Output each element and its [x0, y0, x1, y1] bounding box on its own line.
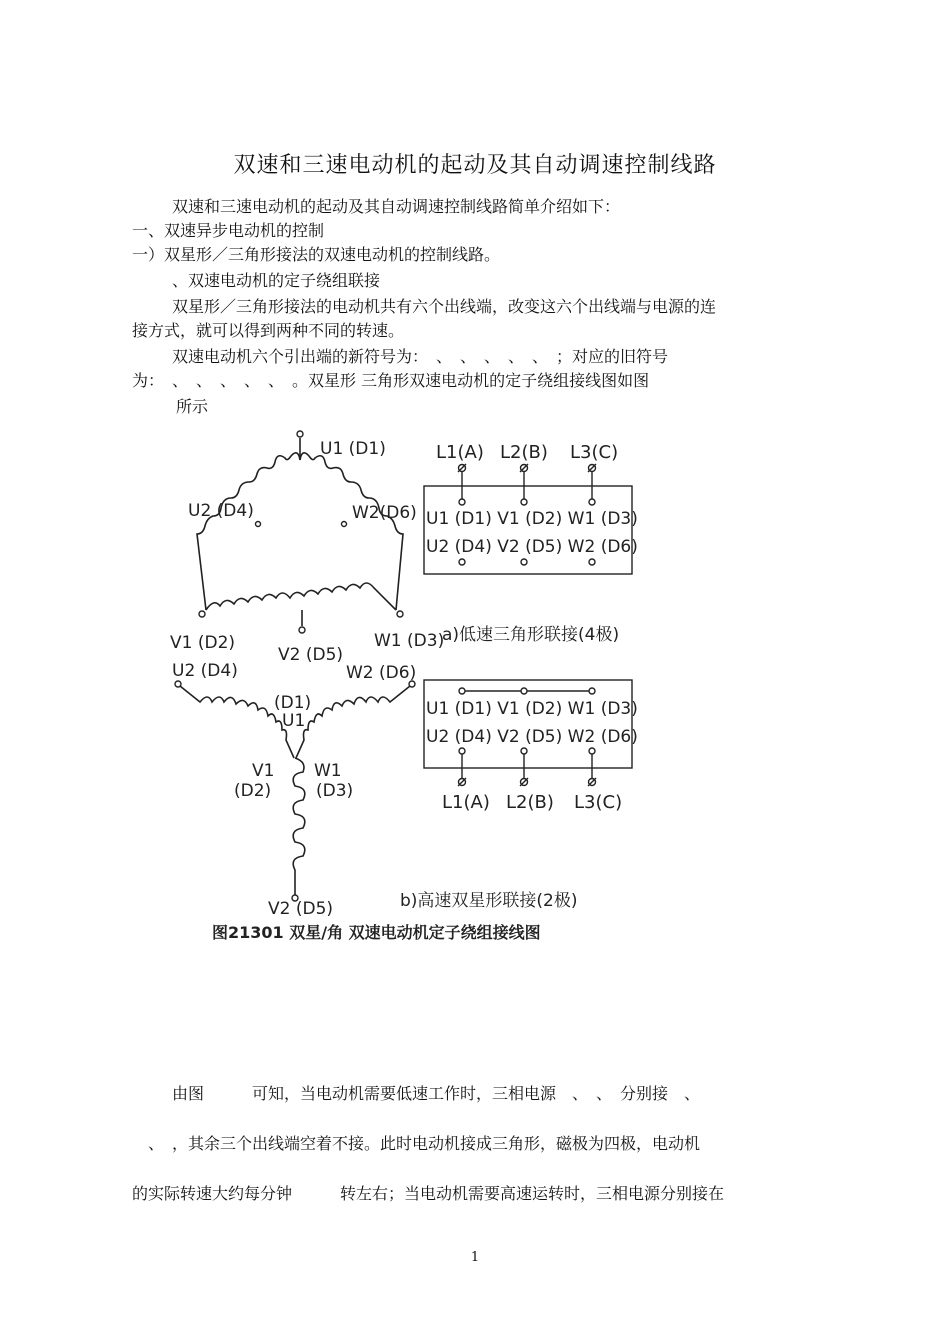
- supply-b-l3: L3(C): [574, 792, 623, 813]
- supply-a-l3: L3(C): [570, 442, 619, 463]
- label-star-left-top: U2 (D4): [172, 661, 238, 681]
- paragraph: 、 ，其余三个出线端空着不接。此时电动机接成三角形，磁极为四极，电动机: [148, 1134, 701, 1153]
- box-b-row2: U2 (D4) V2 (D5) W2 (D6): [426, 727, 638, 747]
- label-star-d2: (D2): [234, 781, 272, 801]
- label-star-u1: U1: [282, 711, 306, 731]
- paragraph: 所示: [176, 397, 209, 416]
- supply-b-l1: L1(A): [442, 792, 490, 813]
- paragraph: 的实际转速大约每分钟 转左右；当电动机需要高速运转时，三相电源分别接在: [132, 1184, 725, 1203]
- caption-b: b)高速双星形联接(2极): [400, 891, 578, 911]
- label-star-d1: (D1): [274, 693, 312, 713]
- box-b-row1: U1 (D1) V1 (D2) W1 (D3): [426, 699, 638, 719]
- heading-subsection: 一）双星形／三角形接法的双速电动机的控制线路。: [132, 245, 501, 264]
- paragraph: 由图 可知，当电动机需要低速工作时，三相电源 、 、 分别接 、: [172, 1084, 701, 1103]
- label-star-w1: W1: [314, 761, 342, 781]
- label-delta-bottom-right: W1 (D3): [374, 631, 445, 651]
- label-delta-bottom-left: V1 (D2): [170, 633, 236, 653]
- supply-a-l2: L2(B): [500, 442, 548, 463]
- label-star-bottom: V2 (D5): [268, 899, 334, 919]
- label-delta-bottom-mid: V2 (D5): [278, 645, 344, 665]
- paragraph: 双速和三速电动机的起动及其自动调速控制线路简单介绍如下：: [172, 197, 621, 216]
- label-star-d3: (D3): [316, 781, 354, 801]
- paragraph: 为： 、 、 、 、 、 。双星形 三角形双速电动机的定子绕组接线图如图: [132, 371, 650, 390]
- label-delta-right-upper: W2(D6): [352, 503, 417, 523]
- label-delta-left-upper: U2 (D4): [188, 501, 254, 521]
- page-number: 1: [470, 1250, 480, 1265]
- label-delta-top: U1 (D1): [320, 439, 386, 459]
- stator-winding-diagram: [160, 420, 660, 950]
- paragraph: 双速电动机六个引出端的新符号为： 、 、 、 、 、 ；对应的旧符号: [172, 347, 669, 366]
- box-a-row2: U2 (D4) V2 (D5) W2 (D6): [426, 537, 638, 557]
- supply-a-l1: L1(A): [436, 442, 484, 463]
- label-star-v1: V1: [252, 761, 275, 781]
- box-a-row1: U1 (D1) V1 (D2) W1 (D3): [426, 509, 638, 529]
- heading-item: 、双速电动机的定子绕组联接: [172, 271, 381, 290]
- paragraph: 双星形／三角形接法的电动机共有六个出线端，改变这六个出线端与电源的连: [172, 297, 717, 316]
- label-star-right-top: W2 (D6): [346, 663, 417, 683]
- caption-a: a)低速三角形联接(4极): [442, 625, 620, 645]
- paragraph: 接方式，就可以得到两种不同的转速。: [132, 321, 405, 340]
- heading-section-1: 一、双速异步电动机的控制: [132, 221, 325, 240]
- figure-caption: 图21301 双星/角 双速电动机定子绕组接线图: [212, 923, 541, 942]
- supply-b-l2: L2(B): [506, 792, 554, 813]
- page-title: 双速和三速电动机的起动及其自动调速控制线路: [233, 153, 717, 178]
- delta-winding: [197, 438, 403, 626]
